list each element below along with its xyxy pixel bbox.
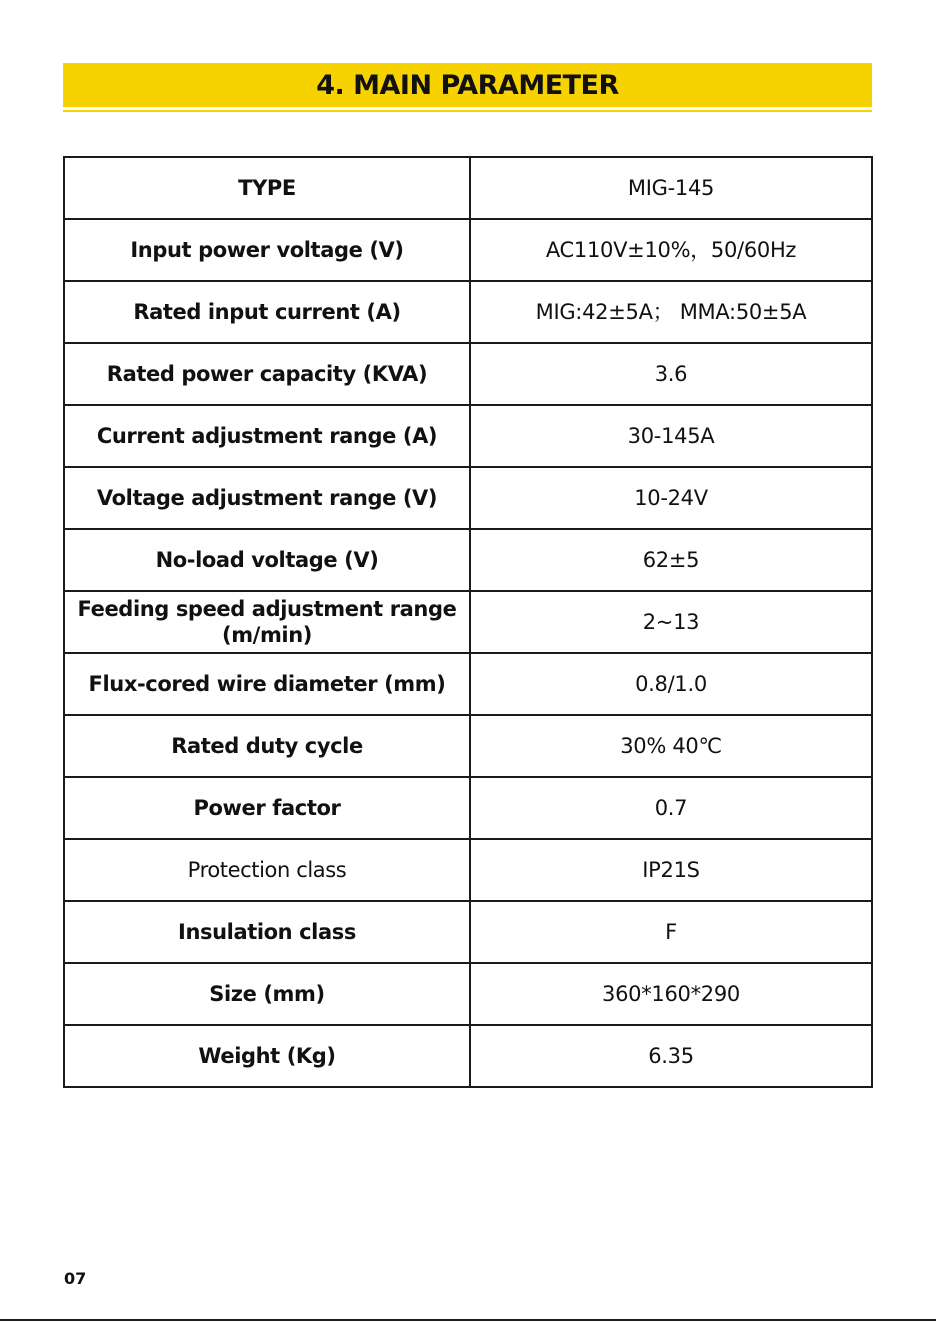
param-value-wire-diameter: 0.8/1.0: [470, 653, 872, 715]
param-value-weight: 6.35: [470, 1025, 872, 1087]
param-label-weight: Weight (Kg): [64, 1025, 470, 1087]
table-row: [64, 839, 872, 901]
param-label-rated-input-current: Rated input current (A): [64, 281, 470, 343]
page-bottom-rule: [0, 1319, 936, 1321]
table-row: [64, 591, 872, 653]
param-label-rated-power-capacity: Rated power capacity (KVA): [64, 343, 470, 405]
parameter-table: [63, 156, 873, 1088]
param-value-insulation-class: F: [470, 901, 872, 963]
table-row: [64, 1025, 872, 1087]
param-value-rated-input-current: MIG:42±5A； MMA:50±5A: [470, 281, 872, 343]
param-value-input-voltage: AC110V±10%，50/60Hz: [470, 219, 872, 281]
table-row: [64, 467, 872, 529]
table-row: [64, 157, 872, 219]
param-value-current-range: 30-145A: [470, 405, 872, 467]
param-value-feeding-speed: 2~13: [470, 591, 872, 653]
param-label-size: Size (mm): [64, 963, 470, 1025]
table-row: [64, 281, 872, 343]
param-label-type: TYPE: [64, 157, 470, 219]
param-label-protection-class: Protection class: [64, 839, 470, 901]
param-label-duty-cycle: Rated duty cycle: [64, 715, 470, 777]
param-value-size: 360*160*290: [470, 963, 872, 1025]
table-row: [64, 405, 872, 467]
param-label-feeding-speed: Feeding speed adjustment range (m/min): [64, 591, 470, 653]
header-underline: [63, 110, 872, 112]
table-row: [64, 529, 872, 591]
section-header-band: [63, 63, 872, 107]
param-value-rated-power-capacity: 3.6: [470, 343, 872, 405]
param-label-no-load-voltage: No-load voltage (V): [64, 529, 470, 591]
param-label-voltage-range: Voltage adjustment range (V): [64, 467, 470, 529]
param-label-input-voltage: Input power voltage (V): [64, 219, 470, 281]
param-value-duty-cycle: 30% 40℃: [470, 715, 872, 777]
param-value-no-load-voltage: 62±5: [470, 529, 872, 591]
table-row: [64, 715, 872, 777]
param-value-power-factor: 0.7: [470, 777, 872, 839]
table-row: [64, 219, 872, 281]
param-label-power-factor: Power factor: [64, 777, 470, 839]
table-row: [64, 653, 872, 715]
param-value-voltage-range: 10-24V: [470, 467, 872, 529]
table-row: [64, 343, 872, 405]
table-row: [64, 901, 872, 963]
param-label-insulation-class: Insulation class: [64, 901, 470, 963]
page-number: 07: [64, 1269, 87, 1288]
param-label-current-range: Current adjustment range (A): [64, 405, 470, 467]
param-label-wire-diameter: Flux-cored wire diameter (mm): [64, 653, 470, 715]
table-row: [64, 963, 872, 1025]
param-value-protection-class: IP21S: [470, 839, 872, 901]
section-title: 4. MAIN PARAMETER: [316, 69, 619, 101]
table-row: [64, 777, 872, 839]
param-value-type: MIG-145: [470, 157, 872, 219]
